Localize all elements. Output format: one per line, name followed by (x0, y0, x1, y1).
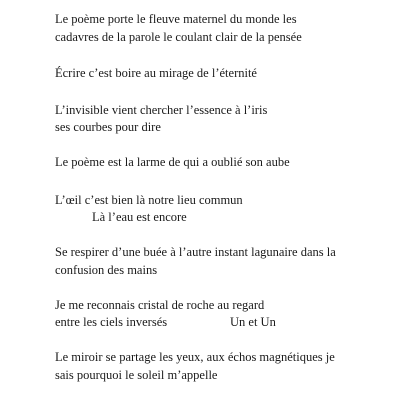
poem-line: confusion des mains (55, 263, 158, 277)
poem-line: Le miroir se partage les yeux, aux échos magnétiques je (55, 350, 335, 364)
poem-line: Se respirer d’une buée à l’autre instant lagunaire dans la (55, 245, 336, 259)
poem-line: Le poème porte le fleuve maternel du monde les (55, 12, 297, 26)
poem-line-right-text: Un et Un (230, 315, 276, 329)
poem-line-indented: Là l’eau est encore (92, 210, 187, 224)
poem-line: entre les ciels inversés (55, 315, 168, 329)
poem-line: sais pourquoi le soleil m’appelle (55, 368, 218, 382)
poem-line: Je me reconnais cristal de roche au regard (55, 298, 265, 312)
poem-line: L’œil c’est bien là notre lieu commun (55, 193, 243, 207)
poem-line: Le poème est la larme de qui a oublié son aube (55, 155, 290, 169)
poem-line: Écrire c’est boire au mirage de l’éternité (55, 66, 257, 80)
poem-line: L’invisible vient chercher l’essence à l’iris (55, 103, 268, 117)
poem-line: cadavres de la parole le coulant clair de la pensée (55, 30, 302, 44)
poem-line: ses courbes pour dire (55, 120, 161, 134)
